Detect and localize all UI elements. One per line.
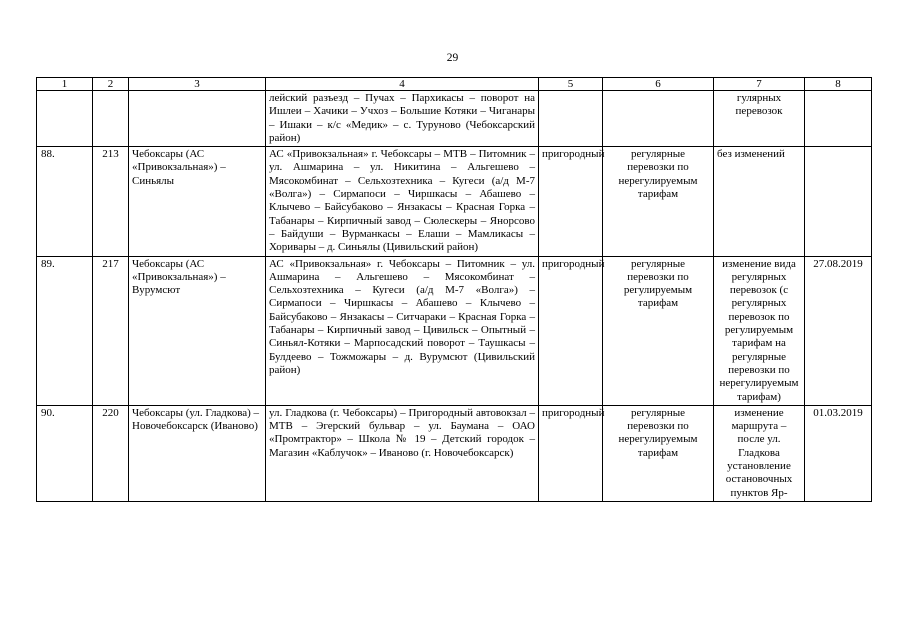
route-name [129,91,266,147]
row-number: 89. [37,256,93,405]
route-type: пригородный [539,405,603,501]
header-cell-2: 2 [93,78,129,91]
change-date: 01.03.2019 [805,405,872,501]
change-date [805,147,872,256]
header-cell-1: 1 [37,78,93,91]
route-type: пригородный [539,147,603,256]
route-name: Чебоксары (АС «Привокзальная») – Вурумсют [129,256,266,405]
header-cell-5: 5 [539,78,603,91]
table-row [37,256,872,405]
route-type [539,91,603,147]
table-row [37,405,872,501]
row-number: 88. [37,147,93,256]
routes-table [36,77,872,502]
route-number: 213 [93,147,129,256]
change-description: изменение маршрута – после ул. Гладкова установление остановочных пунктов Яр- [714,405,805,501]
change-date: 27.08.2019 [805,256,872,405]
transport-kind: регулярные перевозки по нерегулируемым тарифам [603,147,714,256]
route-path: ул. Гладкова (г. Чебоксары) – Пригородный автовокзал – МТВ – Эгерский бульвар – ул. Баумана – ОАО «Промтрактор» – Школа № 19 – Детский городок – Магазин «Каблучок» – Иваново (г. Новочебоксарск) [266,405,539,501]
change-description: без изменений [714,147,805,256]
transport-kind [603,91,714,147]
table-row [37,147,872,256]
change-description: изменение вида регулярных перевозок (с регулярных перевозок по регулируемым тарифам на регулярные перевозки по нерегулируемым тарифам) [714,256,805,405]
transport-kind: регулярные перевозки по регулируемым тарифам [603,256,714,405]
row-number [37,91,93,147]
change-description: гулярных перевозок [714,91,805,147]
route-number: 217 [93,256,129,405]
route-number: 220 [93,405,129,501]
route-path: лейский разъезд – Пучах – Пархикасы – поворот на Ишлеи – Хачики – Учхоз – Большие Котяки – Чиганары – Ишаки – к/с «Медик» – с. Туруново (Чебоксарский район) [266,91,539,147]
header-row [37,78,872,91]
route-name: Чебоксары (ул. Гладкова) – Новочебоксарск (Иваново) [129,405,266,501]
header-cell-8: 8 [805,78,872,91]
header-cell-4: 4 [266,78,539,91]
header-cell-6: 6 [603,78,714,91]
change-date [805,91,872,147]
route-number [93,91,129,147]
table-row [37,91,872,147]
transport-kind: регулярные перевозки по нерегулируемым тарифам [603,405,714,501]
header-cell-7: 7 [714,78,805,91]
route-path: АС «Привокзальная» г. Чебоксары – Питомник – ул. Ашмарина – Альгешево – Мясокомбинат – Сельхозтехника – Кугеси (а/д М-7 «Волга») – Сирмапоси – Чиршкасы – Абашево – Клычево – Байсубаково – Янзакасы – Ситчараки – Красная Горка – Табанары – Кирпичный завод – Цивильск – Опытный – Синьял-Котяки – Марпосадский поворот – Таушкасы – Булдеево – Тожможары – д. Вурумсют (Цивильский район) [266,256,539,405]
route-type: пригородный [539,256,603,405]
header-cell-3: 3 [129,78,266,91]
row-number: 90. [37,405,93,501]
route-name: Чебоксары (АС «Привокзальная») – Синьялы [129,147,266,256]
page-number: 29 [446,52,459,64]
route-path: АС «Привокзальная» г. Чебоксары – МТВ – Питомник – ул. Ашмарина – ул. Никитина – Альгешево – Мясокомбинат – Сельхозтехника – Кугеси (а/д М-7 «Волга») – Сирмапоси – Чиршкасы – Абашево – Клычево – Байсубаково – Янзакасы – Красная Горка – Табанары – Кирпичный завод – Сюлескеры – Янорсово – Байдуши – Вурманкасы – Елаши – Мамликасы – Хоривары – д. Синьялы (Цивильский район) [266,147,539,256]
